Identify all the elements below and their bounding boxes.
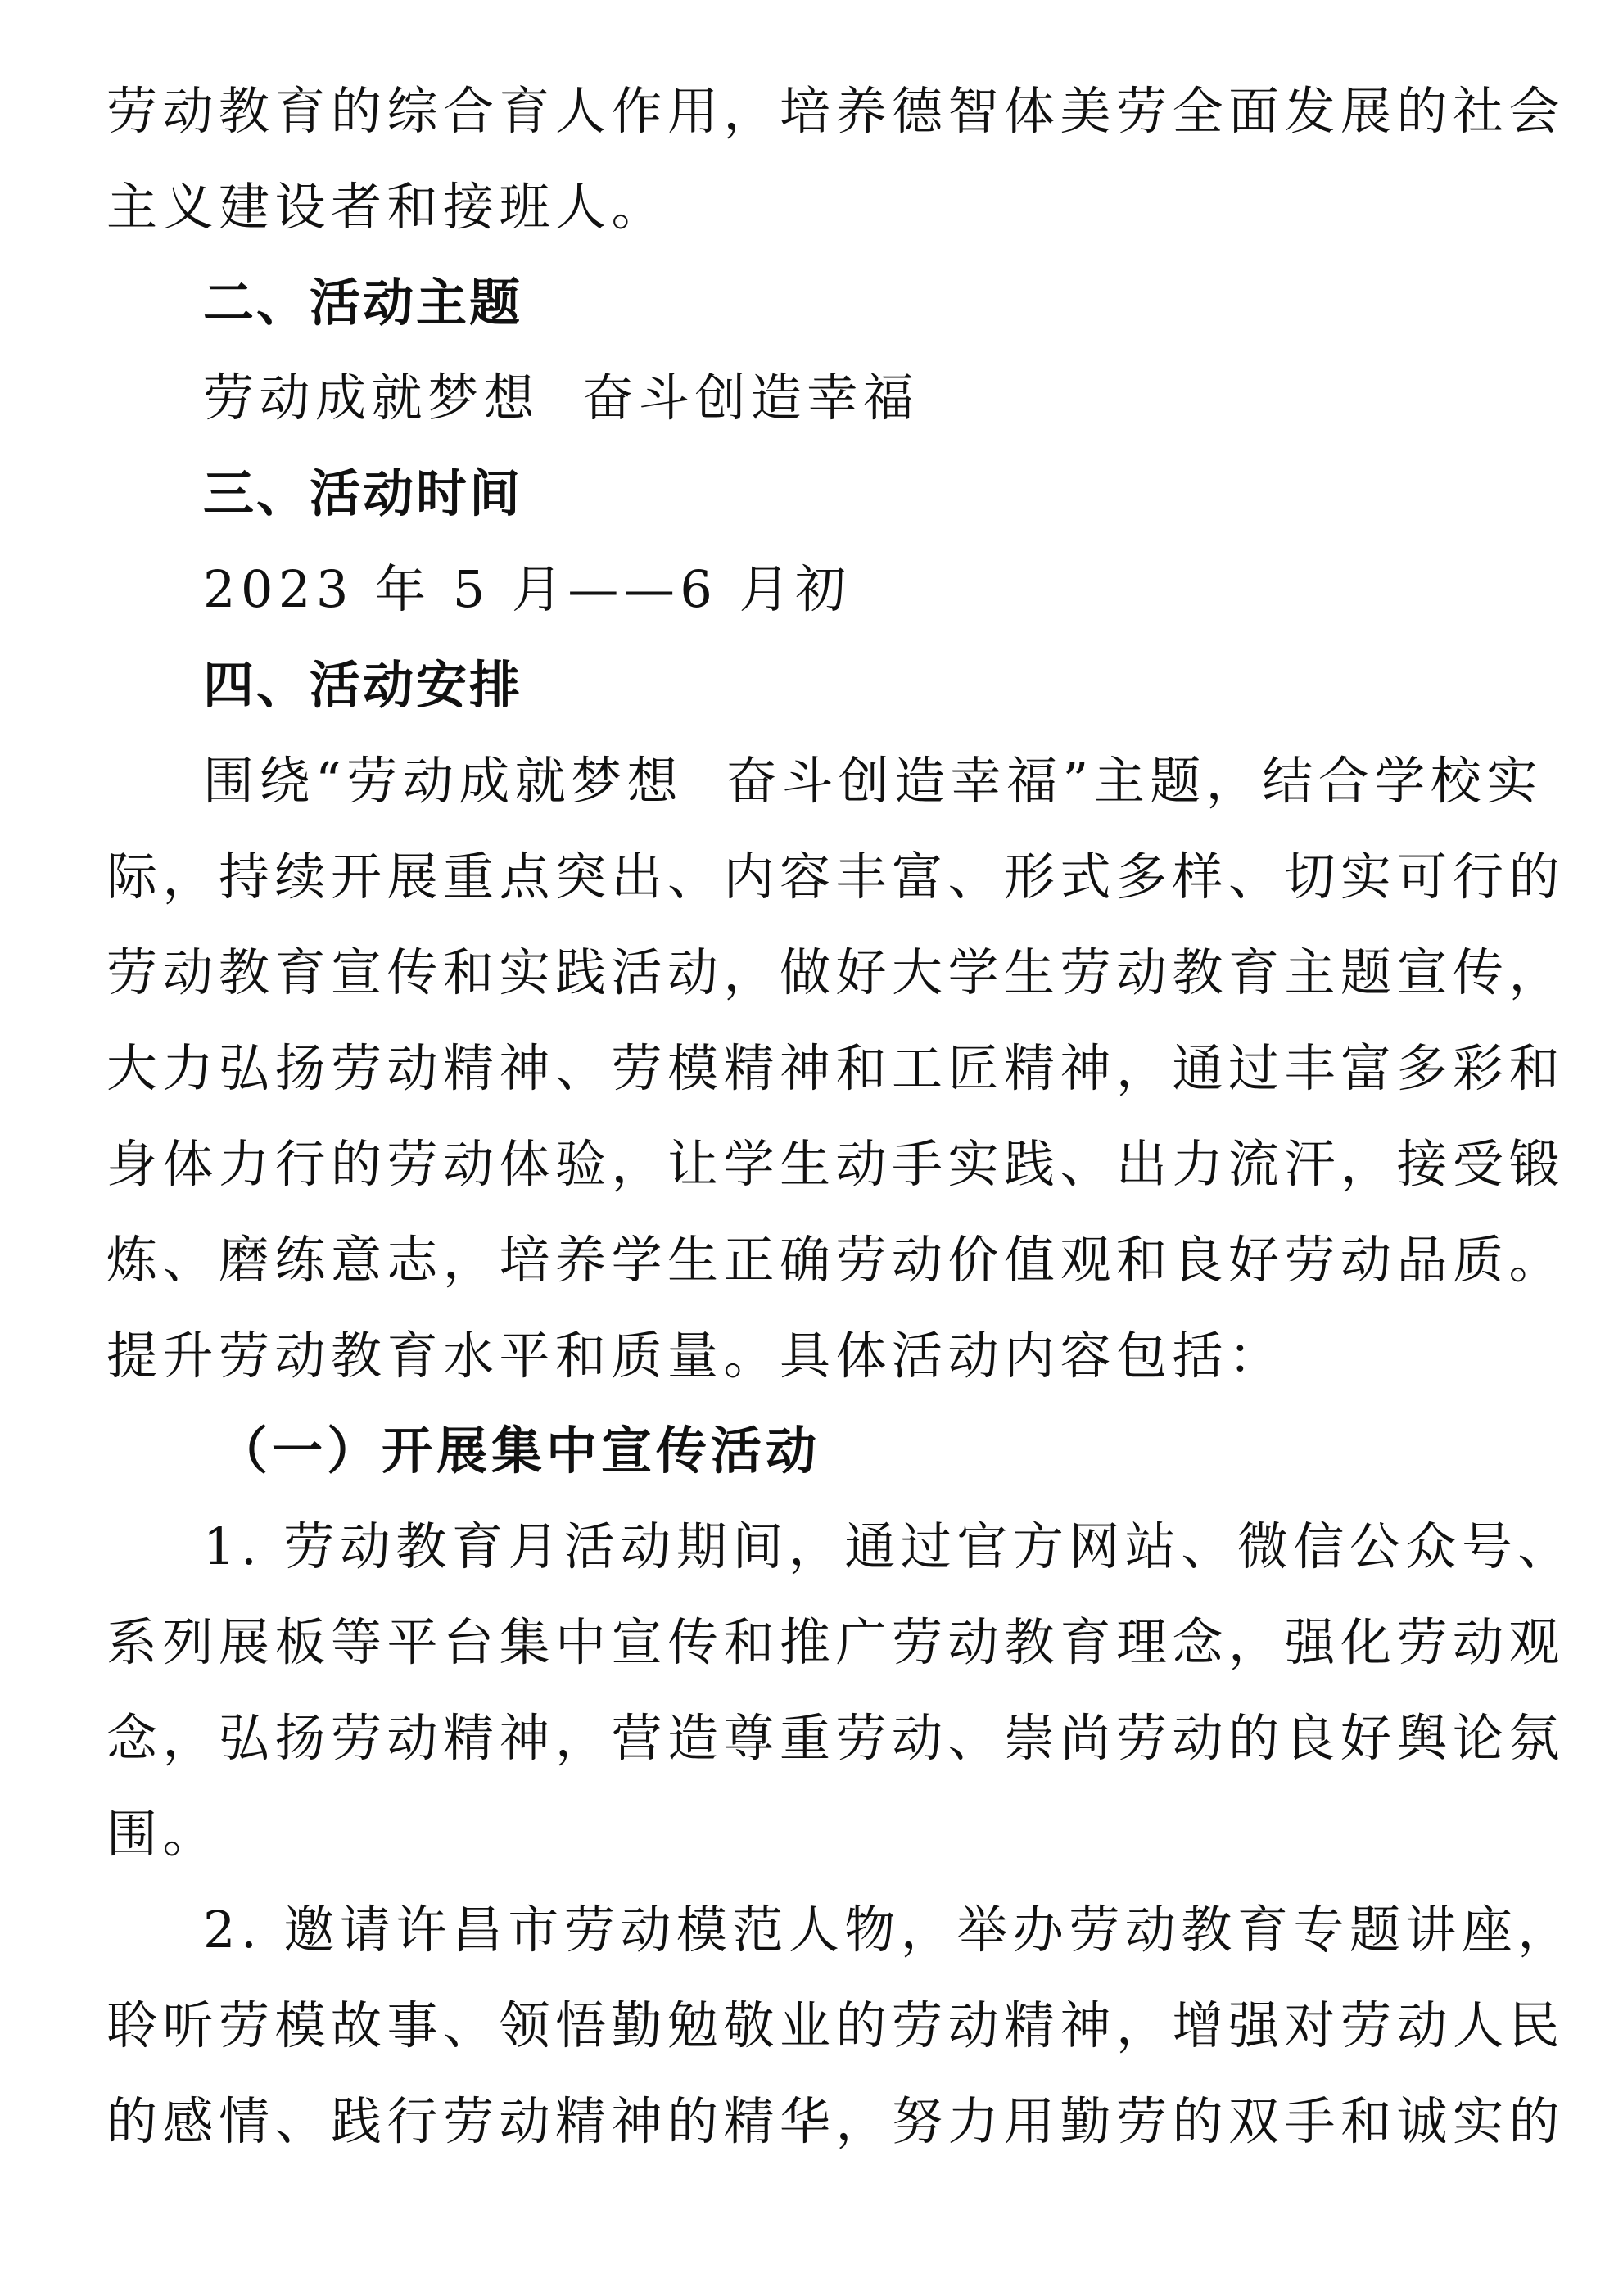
item-1-line: 系列展板等平台集中宣传和推广劳动教育理念，强化劳动观 — [106, 1612, 1566, 1672]
item-1-line: 围。 — [106, 1804, 219, 1864]
paragraph-line: 炼、磨练意志，培养学生正确劳动价值观和良好劳动品质。 — [106, 1230, 1566, 1290]
paragraph-line: 身体力行的劳动体验，让学生动手实践、出力流汗，接受锻 — [106, 1134, 1566, 1194]
activity-theme-text: 劳动成就梦想 奋斗创造幸福 — [203, 368, 920, 427]
paragraph-line: 劳动教育宣传和实践活动，做好大学生劳动教育主题宣传， — [106, 942, 1566, 1002]
section-4-heading: 四、活动安排 — [203, 655, 523, 715]
subsection-1-heading: （一）开展集中宣传活动 — [217, 1421, 821, 1480]
intro-line-2: 主义建设者和接班人。 — [106, 177, 668, 237]
item-2-line: 2. 邀请许昌市劳动模范人物，举办劳动教育专题讲座， — [203, 1900, 1574, 1959]
intro-line-1: 劳动教育的综合育人作用，培养德智体美劳全面发展的社会 — [106, 81, 1566, 141]
paragraph-line: 提升劳动教育水平和质量。具体活动内容包括： — [106, 1326, 1285, 1385]
item-1-line: 1. 劳动教育月活动期间，通过官方网站、微信公众号、 — [203, 1516, 1574, 1576]
item-2-line: 的感情、践行劳动精神的精华，努力用勤劳的双手和诚实的 — [106, 2091, 1566, 2151]
paragraph-line: 大力弘扬劳动精神、劳模精神和工匠精神，通过丰富多彩和 — [106, 1038, 1566, 1098]
item-2-line: 聆听劳模故事、领悟勤勉敬业的劳动精神，增强对劳动人民 — [106, 1995, 1566, 2055]
item-1-line: 念，弘扬劳动精神，营造尊重劳动、崇尚劳动的良好舆论氛 — [106, 1708, 1566, 1768]
section-3-heading: 三、活动时间 — [203, 463, 523, 523]
activity-time-text: 2023 年 5 月——6 月初 — [203, 559, 852, 619]
paragraph-line: 围绕“劳动成就梦想 奋斗创造幸福”主题，结合学校实 — [203, 751, 1543, 811]
section-2-heading: 二、活动主题 — [203, 273, 523, 332]
paragraph-line: 际，持续开展重点突出、内容丰富、形式多样、切实可行的 — [106, 847, 1566, 906]
